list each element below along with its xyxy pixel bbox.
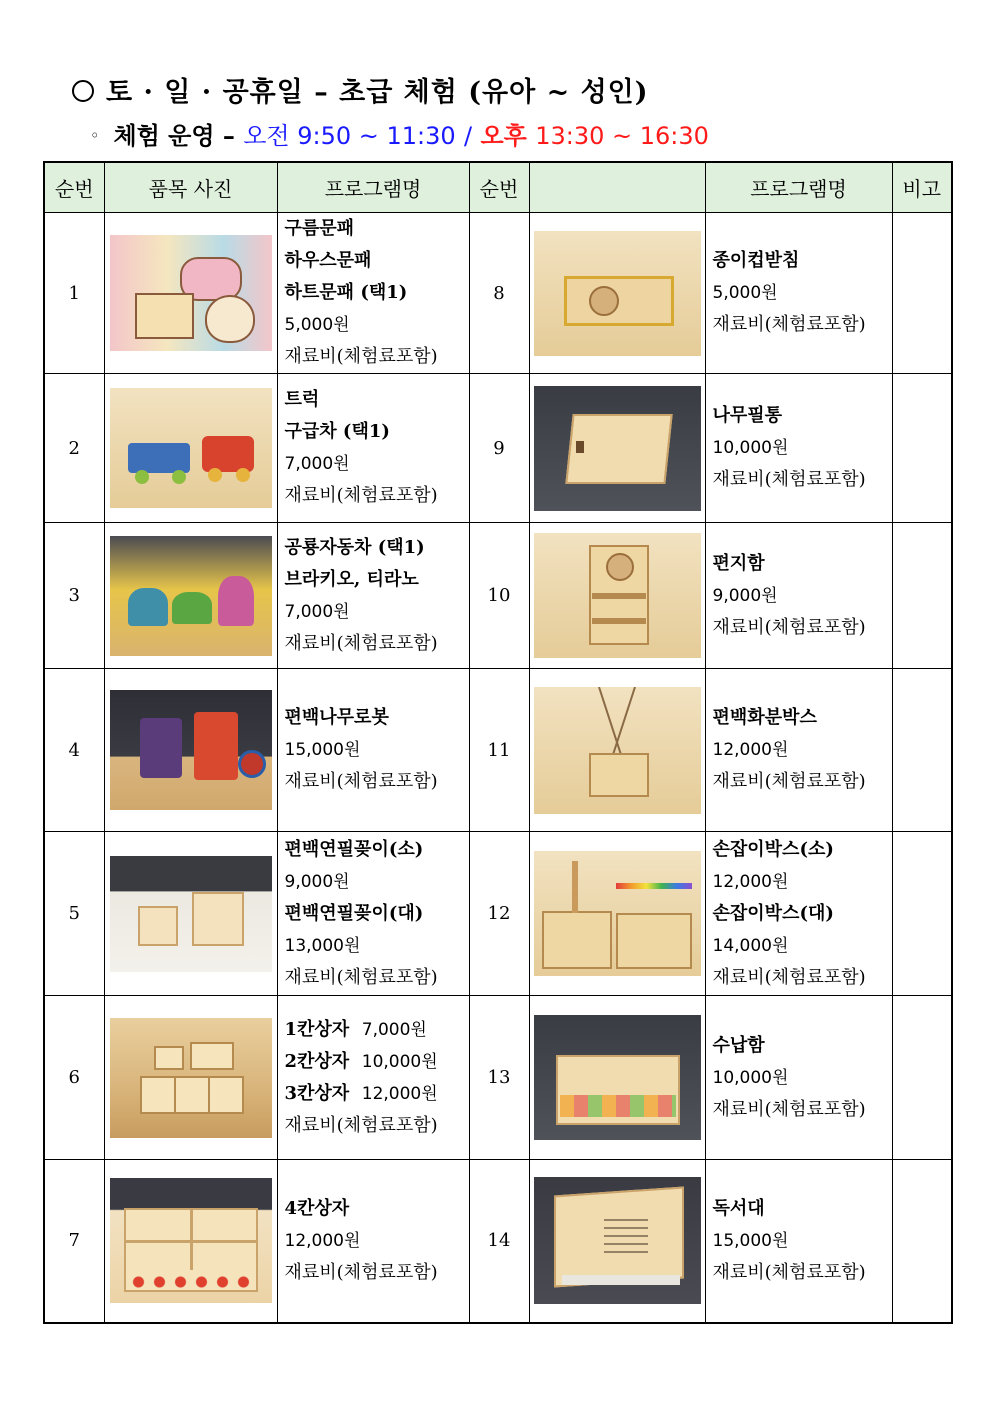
product-photo-four-compartment-box	[104, 1160, 277, 1323]
pencil-holder-image	[110, 856, 272, 972]
product-photo-flower-box	[529, 669, 705, 832]
product-photo-compartment-boxes	[104, 996, 277, 1160]
book-stand-image	[534, 1177, 701, 1304]
program-description: 수납함 10,000원 재료비(체험료포함)	[705, 996, 892, 1160]
table-row	[44, 374, 952, 523]
truck-image	[110, 388, 272, 508]
table-header-row	[44, 162, 952, 213]
row-number: 3	[44, 523, 104, 669]
row-number: 7	[44, 1160, 104, 1323]
program-description: 편백나무로봇 15,000원 재료비(체험료포함)	[277, 669, 469, 832]
row-number: 14	[469, 1160, 529, 1323]
cup-holder-image	[534, 231, 701, 356]
program-table	[43, 161, 953, 1324]
row-number: 6	[44, 996, 104, 1160]
program-description: 손잡이박스(소) 12,000원 손잡이박스(대) 14,000원 재료비(체험료포함)	[705, 832, 892, 996]
program-description: 4칸상자 12,000원 재료비(체험료포함)	[277, 1160, 469, 1323]
row-number: 5	[44, 832, 104, 996]
product-photo-book-stand	[529, 1160, 705, 1323]
row-number: 1	[44, 213, 104, 374]
row-number: 10	[469, 523, 529, 669]
product-photo-storage-box	[529, 996, 705, 1160]
flower-box-image	[534, 687, 701, 814]
robot-image	[110, 690, 272, 810]
header-remark: 비고	[892, 162, 952, 213]
letter-box-image	[534, 533, 701, 658]
storage-box-image	[534, 1015, 701, 1140]
small-circle-bullet-icon: ◦	[90, 126, 100, 145]
header-program-2: 프로그램명	[705, 162, 892, 213]
row-number: 13	[469, 996, 529, 1160]
schedule-line	[90, 116, 709, 151]
remark-cell	[892, 669, 952, 832]
pencil-case-image	[534, 386, 701, 511]
schedule-label: 체험 운영 –	[113, 121, 235, 150]
product-photo-pencil-holders	[104, 832, 277, 996]
row-number: 11	[469, 669, 529, 832]
header-num: 순번	[44, 162, 104, 213]
program-description: 트럭 구급차 (택1) 7,000원 재료비(체험료포함)	[277, 374, 469, 523]
row-number: 4	[44, 669, 104, 832]
program-description: 독서대 15,000원 재료비(체험료포함)	[705, 1160, 892, 1323]
program-description: 1칸상자 7,000원 2칸상자 10,000원 3칸상자 12,000원 재료비(체험료포함)	[277, 996, 469, 1160]
remark-cell	[892, 1160, 952, 1323]
header-photo: 품목 사진	[104, 162, 277, 213]
header-photo-2	[529, 162, 705, 213]
schedule-separator: /	[464, 122, 473, 150]
table-row	[44, 669, 952, 832]
row-number: 12	[469, 832, 529, 996]
remark-cell	[892, 374, 952, 523]
table-row	[44, 523, 952, 669]
remark-cell	[892, 213, 952, 374]
header-program: 프로그램명	[277, 162, 469, 213]
pm-label: 오후	[480, 121, 527, 150]
product-photo-trucks	[104, 374, 277, 523]
program-description: 편백연필꽂이(소) 9,000원 편백연필꽂이(대) 13,000원 재료비(체험료포함)	[277, 832, 469, 996]
row-number: 2	[44, 374, 104, 523]
row-number: 9	[469, 374, 529, 523]
remark-cell	[892, 523, 952, 669]
header-num-2: 순번	[469, 162, 529, 213]
table-row	[44, 996, 952, 1160]
product-photo-letter-box	[529, 523, 705, 669]
program-description: 편백화분박스 12,000원 재료비(체험료포함)	[705, 669, 892, 832]
product-photo-door-signs	[104, 213, 277, 374]
program-description: 공룡자동차 (택1) 브라키오, 티라노 7,000원 재료비(체험료포함)	[277, 523, 469, 669]
product-photo-dino-cars	[104, 523, 277, 669]
door-sign-image	[110, 235, 272, 351]
program-description: 나무필통 10,000원 재료비(체험료포함)	[705, 374, 892, 523]
handle-box-image	[534, 851, 701, 976]
program-description: 종이컵받침 5,000원 재료비(체험료포함)	[705, 213, 892, 374]
page-title: 토 · 일 · 공휴일 – 초급 체험 (유아 ~ 성인)	[72, 70, 649, 109]
dino-car-image	[110, 536, 272, 656]
remark-cell	[892, 832, 952, 996]
product-photo-cup-holder	[529, 213, 705, 374]
table-row	[44, 832, 952, 996]
product-photo-robot	[104, 669, 277, 832]
program-description: 편지함 9,000원 재료비(체험료포함)	[705, 523, 892, 669]
table-row	[44, 213, 952, 374]
compartment-box-image	[110, 1018, 272, 1138]
am-schedule: 오전 9:50 ~ 11:30	[243, 122, 456, 150]
product-photo-pencil-case	[529, 374, 705, 523]
row-number: 8	[469, 213, 529, 374]
pm-schedule: 13:30 ~ 16:30	[535, 122, 709, 150]
table-row	[44, 1160, 952, 1323]
remark-cell	[892, 996, 952, 1160]
circle-bullet-icon	[72, 80, 94, 102]
four-box-image	[110, 1178, 272, 1303]
product-photo-handle-boxes	[529, 832, 705, 996]
program-description: 구름문패 하우스문패 하트문패 (택1) 5,000원 재료비(체험료포함)	[277, 213, 469, 374]
